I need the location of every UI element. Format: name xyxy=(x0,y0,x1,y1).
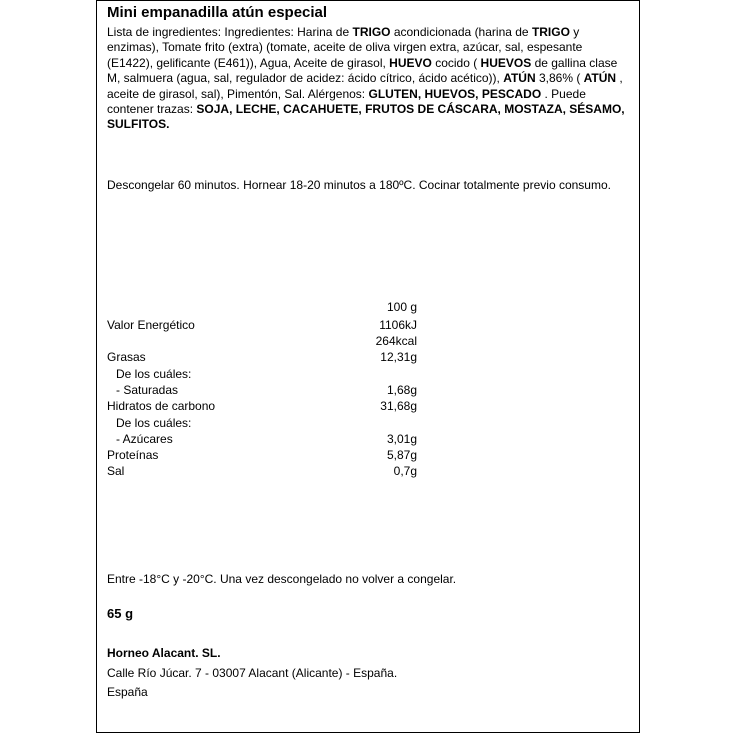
nutrition-row-label: Sal xyxy=(107,464,125,478)
nutrition-row-label: Hidratos de carbono xyxy=(107,399,216,413)
nutrition-row-value: 5,87g xyxy=(386,448,417,462)
ingredient-text: , aceite de girasol, sal), Pimentón, Sal. Alérgenos: xyxy=(107,71,623,101)
allergen-text: ATÚN xyxy=(583,71,617,86)
nutrition-row-label: De los cuáles: xyxy=(116,416,192,430)
allergen-text: TRIGO xyxy=(531,25,570,39)
allergen-text: HUEVOS xyxy=(480,55,532,70)
nutrition-row-label: Grasas xyxy=(107,350,146,364)
nutrition-row-label: - Azúcares xyxy=(116,432,173,446)
allergen-text: HUEVO xyxy=(389,55,432,70)
allergen-text: GLUTEN, HUEVOS, PESCADO xyxy=(368,86,542,101)
company-country: España xyxy=(107,685,148,699)
product-title: Mini empanadilla atún especial xyxy=(107,4,328,21)
ingredient-text: y enzimas), Tomate frito (extra) (tomate, aceite de oliva virgen extra, azúcar, sal, espesante (E1422), gelificante (E461)), Agua, Aceite de girasol, xyxy=(107,25,583,70)
nutrition-row-value: 31,68g xyxy=(380,399,417,413)
nutrition-row-label: Valor Energético xyxy=(107,318,195,332)
preparation-instructions: Descongelar 60 minutos. Hornear 18-20 minutos a 180ºC. Cocinar totalmente previo consumo. xyxy=(107,178,611,192)
allergen-text: SOJA, LECHE, CACAHUETE, FRUTOS DE CÁSCARA, MOSTAZA, SÉSAMO, SULFITOS. xyxy=(107,102,625,132)
nutrition-row-value: 0,7g xyxy=(393,464,417,478)
nutrition-row-value: 3,01g xyxy=(386,432,417,446)
nutrition-row-value: 1,68g xyxy=(386,383,417,397)
nutrition-row-label: De los cuáles: xyxy=(116,367,192,381)
nutrition-row-value: 264kcal xyxy=(375,334,417,348)
nutrition-row-label: Proteínas xyxy=(107,448,159,462)
ingredients-list xyxy=(107,25,627,133)
ingredient-text: acondicionada (harina de xyxy=(390,25,532,39)
nutrition-row-label: - Saturadas xyxy=(116,383,179,397)
ingredient-text: cocido ( xyxy=(431,55,481,70)
allergen-text: ATÚN xyxy=(503,71,536,86)
nutrition-row-value: 1106kJ xyxy=(379,318,417,332)
product-info-sheet xyxy=(96,0,640,733)
allergen-text: TRIGO xyxy=(352,25,391,39)
ingredient-text: . Puede contener trazas: xyxy=(107,86,586,117)
company-name: Horneo Alacant. SL. xyxy=(107,646,221,660)
net-weight: 65 g xyxy=(107,606,134,621)
storage-instructions: Entre -18°C y -20°C. Una vez descongelado no volver a congelar. xyxy=(107,572,457,586)
ingredient-text: de gallina clase M, salmuera (agua, sal, regulador de acidez: ácido cítrico, ácido acético)), xyxy=(107,55,618,86)
company-address: Calle Río Júcar. 7 - 03007 Alacant (Alicante) - España. xyxy=(107,666,398,680)
ingredient-text: 3,86% ( xyxy=(535,71,584,86)
nutrition-header: 100 g xyxy=(387,300,418,314)
ingredient-text: Lista de ingredientes: Ingredientes: Harina de xyxy=(107,25,353,39)
nutrition-row-value: 12,31g xyxy=(380,350,417,364)
